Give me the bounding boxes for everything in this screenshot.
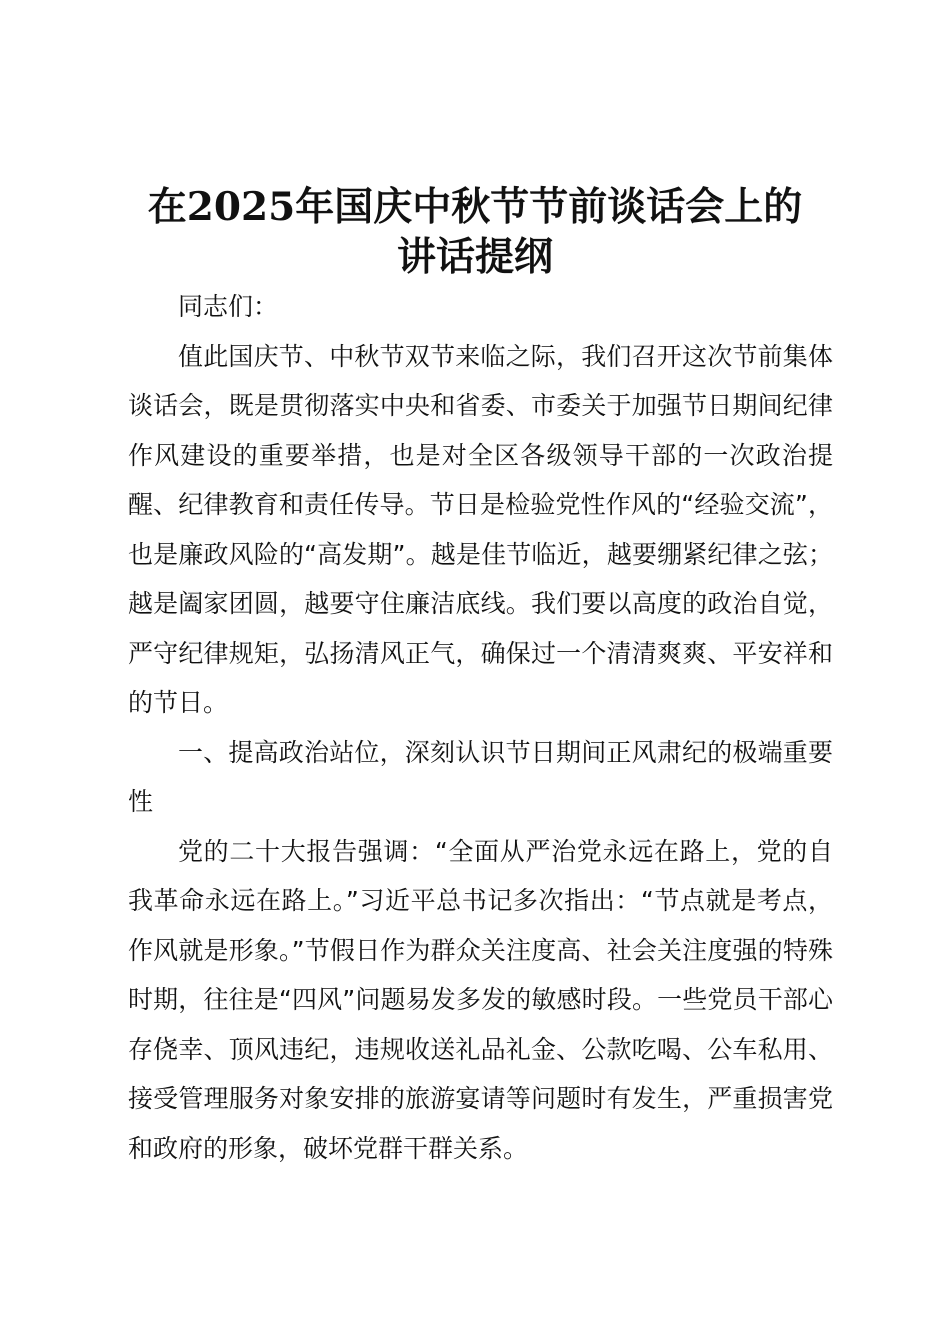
document-title [80, 182, 870, 282]
greeting: 同志们： [178, 292, 279, 321]
section-heading-1: 一、提高政治站位，深刻认识节日期间正风肃纪的极端重要性 [128, 737, 833, 816]
title-line-1: 在2025年国庆中秋节节前谈话会上的 [147, 184, 803, 230]
title-line-2: 讲话提纲 [396, 234, 553, 280]
paragraph-section-1: 党的二十大报告强调：“全面从严治党永远在路上，党的自我革命永远在路上。”习近平总书记多次指出：“节点就是考点，作风就是形象。”节假日作为群众关注度高、社会关注度强的特殊时期，往往是“四风”问题易发多发的敏感时段。一些党员干部心存侥幸、顶风违纪，违规收送礼品礼金、公款吃喝、公车私用、接受管理服务对象安排的旅游宴请等问题时有发生，严重损害党和政府的形象，破坏党群干群关系。 [128, 836, 833, 1163]
document-body [128, 282, 833, 1173]
paragraph-intro: 值此国庆节、中秋节双节来临之际，我们召开这次节前集体谈话会，既是贯彻落实中央和省委、市委关于加强节日期间纪律作风建设的重要举措，也是对全区各级领导干部的一次政治提醒、纪律教育和责任传导。节日是检验党性作风的“经验交流”，也是廉政风险的“高发期”。越是佳节临近，越要绷紧纪律之弦；越是阖家团圆，越要守住廉洁底线。我们要以高度的政治自觉，严守纪律规矩，弘扬清风正气，确保过一个清清爽爽、平安祥和的节日。 [128, 341, 833, 717]
